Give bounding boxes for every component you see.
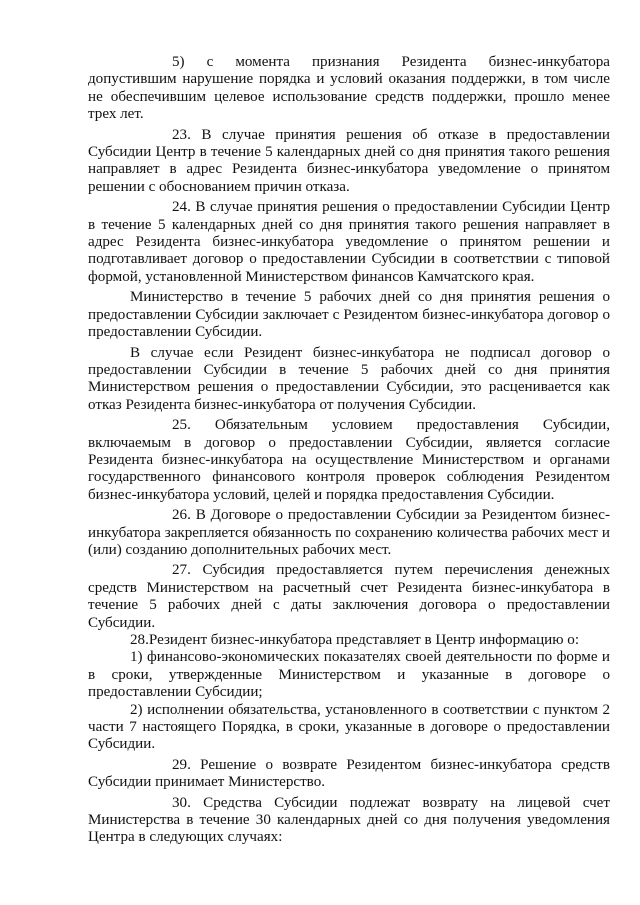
paragraph-text: Субсидия предоставляется путем перечисления денежных средств Министерством на расчетный счет Резидента бизнес-инкубатора в течение 5 рабочих дней с даты заключения договора о предоставлении Субсидии. [88, 562, 610, 631]
paragraph-text: Средства Субсидии подлежат возврату на лицевой счет Министерства в течение 30 календарных дней со дня получения уведомления Центра в следующих случаях: [88, 794, 610, 846]
paragraph-24-contract [88, 289, 610, 341]
paragraph-text: В случае принятия решения об отказе в предоставлении Субсидии Центр в течение 5 календарных дней со дня принятия такого решения направляет в адрес Резидента бизнес-инкубатора уведомление о принятом решении с обоснованием причин отказа. [88, 126, 610, 195]
paragraph-24 [88, 199, 610, 286]
paragraph-23 [88, 127, 610, 197]
paragraph-28-item-2 [88, 702, 610, 754]
paragraph-text: В случае принятия решения о предоставлении Субсидии Центр в течение 5 календарных дней со дня принятия такого решения направляет в адрес Резидента бизнес-инкубатора уведомление о принятом решении и подготавливает договор о предоставлении Субсидии в соответствии с типовой формой, установленной Министерством финансов Камчатского края. [88, 199, 610, 285]
paragraph-text: Министерство в течение 5 рабочих дней со дня принятия решения о предоставлении Субсидии заключает с Резидентом бизнес-инкубатора договор о предоставлении Субсидии. [88, 289, 610, 341]
paragraph-30 [88, 795, 610, 847]
document-page [88, 54, 610, 847]
paragraph-number: 25. [172, 417, 191, 434]
paragraph-26 [88, 507, 610, 559]
paragraph-number: 30. [172, 794, 191, 811]
paragraph-text: В Договоре о предоставлении Субсидии за Резидентом бизнес-инкубатора закрепляется обязанность по сохранению количества рабочих мест и (или) созданию дополнительных рабочих мест. [88, 507, 610, 558]
paragraph-number: 24. [172, 199, 191, 216]
paragraph-number: 5) [172, 54, 185, 70]
paragraph-text: 1) финансово-экономических показателях своей деятельности по форме и в сроки, утвержденные Министерством и указанные в договоре о предоставлении Субсидии; [88, 649, 610, 701]
paragraph-text: 2) исполнении обязательства, установленного в соответствии с пунктом 2 части 7 настоящего Порядка, в сроки, указанные в договоре о предоставлении Субсидии. [88, 701, 610, 753]
paragraph-item-5 [88, 54, 610, 124]
paragraph-25 [88, 417, 610, 504]
paragraph-29 [88, 757, 610, 792]
paragraph-text: 28.Резидент бизнес-инкубатора представляет в Центр информацию о: [130, 632, 580, 648]
paragraph-text: с момента признания Резидента бизнес-инкубатора допустившим нарушение порядка и условий оказания поддержки, в том числе не обеспечившим целевое использование средств поддержки, прошло менее трех лет. [88, 54, 611, 123]
paragraph-text: Решение о возврате Резидентом бизнес-инкубатора средств Субсидии принимает Министерство. [88, 756, 610, 791]
paragraph-text: В случае если Резидент бизнес-инкубатора не подписал договор о предоставлении Субсидии в течение 5 рабочих дней со дня принятия Министерством решения о предоставлении Субсидии, это расценивается как отказ Резидента бизнес-инкубатора от получения Субсидии. [88, 344, 610, 413]
paragraph-number: 27. [172, 562, 191, 579]
paragraph-number: 26. [172, 507, 191, 524]
paragraph-number: 29. [172, 756, 191, 773]
paragraph-number: 23. [172, 126, 191, 143]
paragraph-text: Обязательным условием предоставления Субсидии, включаемым в договор о предоставлении Субсидии, является согласие Резидента бизнес-инкубатора на осуществление Министерством и органами государственного финансового контроля проверок соблюдения Резидентом бизнес-инкубатора условий, целей и порядка предоставления Субсидии. [88, 417, 610, 503]
paragraph-27 [88, 562, 610, 632]
paragraph-28-item-1 [88, 649, 610, 701]
paragraph-28 [88, 632, 610, 649]
paragraph-24-refusal [88, 345, 610, 415]
